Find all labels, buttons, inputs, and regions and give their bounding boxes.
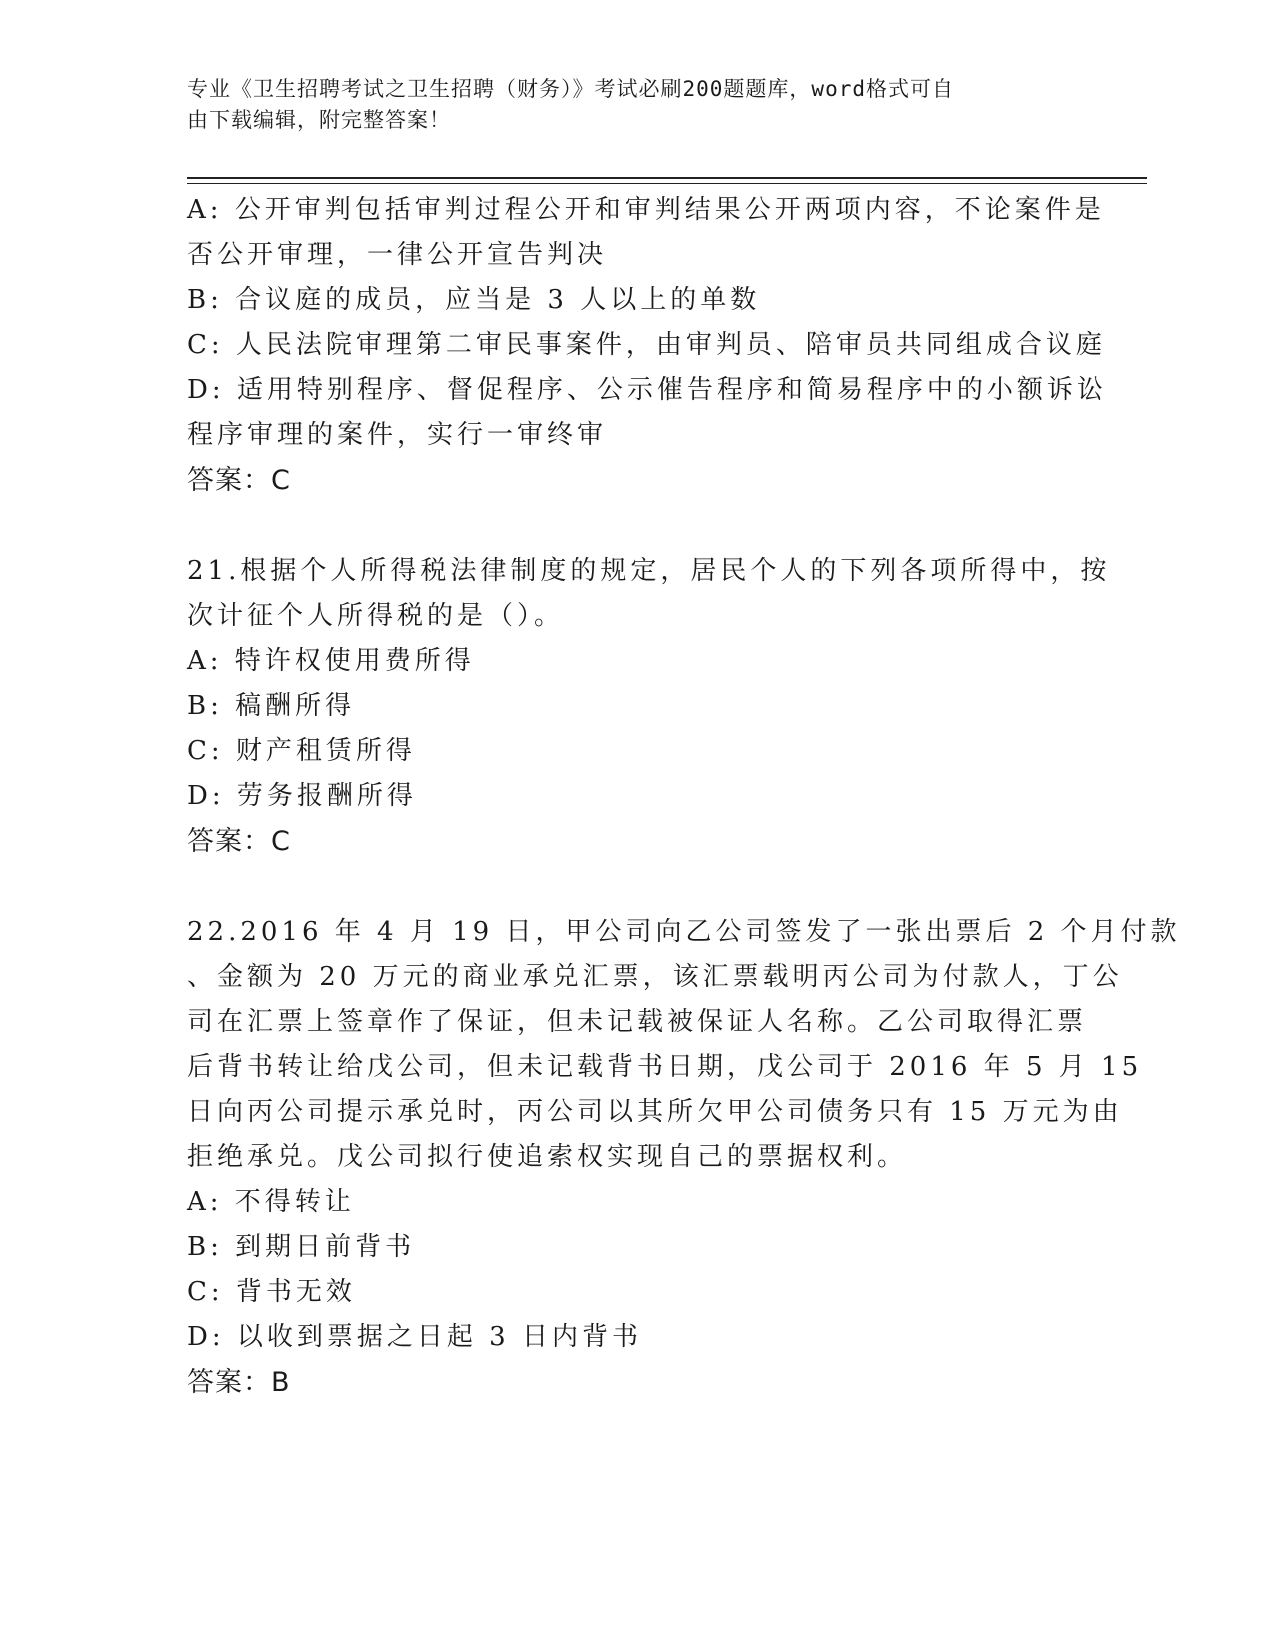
q22-stem-line-5: 日向丙公司提示承兑时，丙公司以其所欠甲公司债务只有 15 万元为由 [187,1097,1123,1127]
q20-option-a-line-1: A: 公开审判包括审判过程公开和审判结果公开两项内容，不论案件是 [187,195,1105,225]
q20-option-d-line-2: 程序审理的案件，实行一审终审 [187,420,608,450]
question-22 [187,910,1181,1405]
header-divider-thin [187,183,1147,184]
question-spacer [187,503,1067,549]
q20-option-c: C: 人民法院审理第二审民事案件，由审判员、陪审员共同组成合议庭 [187,330,1106,360]
question-spacer [187,864,1067,910]
q21-option-a: A: 特许权使用费所得 [187,646,475,676]
q20-option-a-line-2: 否公开审理，一律公开宣告判决 [187,240,608,270]
q22-stem-line-2: 、金额为 20 万元的商业承兑汇票，该汇票载明丙公司为付款人，丁公 [187,962,1123,992]
q20-answer: 答案：C [187,465,291,496]
q22-answer: 答案：B [187,1367,291,1398]
q22-option-a: A: 不得转让 [187,1187,355,1217]
q22-option-d: D: 以收到票据之日起 3 日内背书 [187,1322,642,1352]
q20-option-d-line-1: D: 适用特别程序、督促程序、公示催告程序和简易程序中的小额诉讼 [187,375,1107,405]
q20-option-b: B: 合议庭的成员，应当是 3 人以上的单数 [187,285,761,315]
q22-stem-line-6: 拒绝承兑。戊公司拟行使追索权实现自己的票据权利。 [187,1142,908,1172]
header-line-2: 由下载编辑，附完整答案！ [187,108,451,132]
q21-option-c: C: 财产租赁所得 [187,736,416,766]
q22-option-b: B: 到期日前背书 [187,1232,416,1262]
page-header [187,74,1067,136]
q22-option-c: C: 背书无效 [187,1277,356,1307]
question-content [187,188,1181,1405]
q21-answer: 答案：C [187,826,291,857]
question-20-continued [187,188,1107,503]
header-line-1: 专业《卫生招聘考试之卫生招聘（财务）》考试必刷200题题库，word格式可自 [187,77,954,101]
question-21 [187,549,1111,864]
q21-stem-line-2: 次计征个人所得税的是（）。 [187,601,565,631]
q22-stem-line-3: 司在汇票上签章作了保证，但未记载被保证人名称。乙公司取得汇票 [187,1007,1088,1037]
q21-stem-line-1: 21.根据个人所得税法律制度的规定，居民个人的下列各项所得中，按 [187,556,1111,586]
q22-stem-line-4: 后背书转让给戊公司，但未记载背书日期，戊公司于 2016 年 5 月 15 [187,1052,1143,1082]
q21-option-d: D: 劳务报酬所得 [187,781,417,811]
header-divider-thick [187,177,1147,179]
q21-option-b: B: 稿酬所得 [187,691,356,721]
q22-stem-line-1: 22.2016 年 4 月 19 日，甲公司向乙公司签发了一张出票后 2 个月付款 [187,917,1181,947]
